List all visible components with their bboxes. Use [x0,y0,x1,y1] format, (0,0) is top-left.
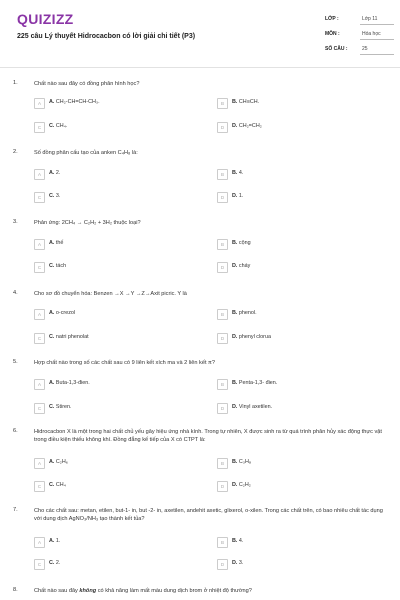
option-letter-box: A [34,458,45,469]
option-letter-box: C [34,192,45,203]
page-title: 225 câu Lý thuyết Hidrocacbon có lời giải chi tiết (P3) [17,33,196,40]
option-letter-box: A [34,309,45,320]
option-a[interactable]: A A. o-crezol [34,309,204,321]
option-letter-box: B [217,458,228,469]
option-a[interactable]: A A. thế [34,239,204,251]
option-c[interactable]: C C. tách [34,262,204,274]
option-a[interactable]: A A. Buta-1,3-đien. [34,379,204,391]
quizizz-logo: QUIZIZZ [17,11,74,27]
meta-grade-label: LỚP : [325,16,339,22]
option-d[interactable]: D D. CH₂=CH₂ [217,122,387,134]
question-number: 2. [13,149,18,155]
option-letter-box: C [34,559,45,570]
option-letter-box: C [34,262,45,273]
option-letter-box: C [34,403,45,414]
option-letter-box: B [217,309,228,320]
option-c[interactable]: C C. 2. [34,559,204,571]
option-b[interactable]: B B. phenol. [217,309,387,321]
option-letter-box: B [217,379,228,390]
question-text: Cho sơ đồ chuyển hóa: Benzen →X →Y →Z→Axit picric. Y là [34,291,187,297]
question-number: 1. [13,80,18,86]
option-a[interactable]: A A. C₂H₆ [34,458,204,470]
question-text: Cho các chất sau: metan, etilen, but-1- in, but -2- in, axetilen, andehit axetic, glixerol, o-xilen. Trong các chất trên, có bao nhiêu chất tác dụng với dung dịch AgNO₃/NH₃ tạo thành kết tủa? [34,508,383,522]
meta-subject-label: MÔN : [325,31,340,37]
option-d[interactable]: D D. cháy [217,262,387,274]
option-letter-box: D [217,481,228,492]
question-number: 5. [13,359,18,365]
question-number: 6. [13,428,18,434]
option-letter-box: D [217,559,228,570]
meta-subject-value: Hóa học [362,31,381,37]
option-b[interactable]: B B. 4. [217,537,387,549]
question-text: Chất nào sau đây không có khả năng làm mất màu dung dịch brom ở nhiệt độ thường? [34,588,252,594]
option-letter-box: B [217,169,228,180]
option-letter-box: A [34,98,45,109]
header-divider [0,67,400,68]
option-letter-box: A [34,379,45,390]
meta-count-label: SỐ CÂU : [325,46,348,52]
meta-count-value: 25 [362,46,368,52]
option-letter-box: C [34,481,45,492]
option-d[interactable]: D D. 1. [217,192,387,204]
option-b[interactable]: B B. 4. [217,169,387,181]
option-b[interactable]: B B. Penta-1,3- đien. [217,379,387,391]
option-letter-box: B [217,239,228,250]
option-c[interactable]: C C. CH₄ [34,481,204,493]
option-letter-box: A [34,169,45,180]
question-text: Hidrocacbon X là một trong hai chất chủ yếu gây hiệu ứng nhà kính. Trong tự nhiên, X được sinh ra từ quá trình phân hủy xác động thực vật trong điều kiện thiếu không khí. Đồng đẳng kế tiếp của X có CTPT là: [34,429,382,443]
option-letter-box: A [34,239,45,250]
option-letter-box: A [34,537,45,548]
question-number: 8. [13,587,18,593]
option-b[interactable]: B B. CH≡CH. [217,98,387,110]
option-letter-box: B [217,98,228,109]
option-letter-box: D [217,192,228,203]
emphasis-not: không [79,588,97,594]
question-text: Chất nào sau đây có đồng phân hình học? [34,81,140,87]
question-number: 4. [13,290,18,296]
option-d[interactable]: D D. C₂H₂ [217,481,387,493]
question-number: 3. [13,219,18,225]
option-b[interactable]: B B. C₃H₈ [217,458,387,470]
option-a[interactable]: A A. 1. [34,537,204,549]
option-a[interactable]: A A. 2. [34,169,204,181]
option-letter-box: D [217,262,228,273]
option-c[interactable]: C C. 3. [34,192,204,204]
meta-grade-value: Lớp 11 [362,16,378,22]
option-c[interactable]: C C. natri phenolat [34,333,204,345]
option-letter-box: D [217,403,228,414]
option-letter-box: B [217,537,228,548]
option-d[interactable]: D D. Vinyl axetilen. [217,403,387,415]
option-c[interactable]: C C. CH₄. [34,122,204,134]
question-text: Hợp chất nào trong số các chất sau có 9 liên kết xích ma và 2 liên kết π? [34,360,216,366]
option-b[interactable]: B B. cộng [217,239,387,251]
option-letter-box: C [34,122,45,133]
option-letter-box: D [217,333,228,344]
option-a[interactable]: A A. CH₂-CH=CH-CH₃. [34,98,204,110]
question-number: 7. [13,507,18,513]
option-c[interactable]: C C. Stiren. [34,403,204,415]
question-text: Phản ứng: 2CH₄ → C₂H₂ + 3H₂ thuộc loại? [34,220,141,226]
option-d[interactable]: D D. phenyl clorua [217,333,387,345]
option-letter-box: D [217,122,228,133]
option-letter-box: C [34,333,45,344]
question-text: Số đồng phân cấu tạo của anken C₄H₈ là: [34,150,138,156]
option-d[interactable]: D D. 3. [217,559,387,571]
